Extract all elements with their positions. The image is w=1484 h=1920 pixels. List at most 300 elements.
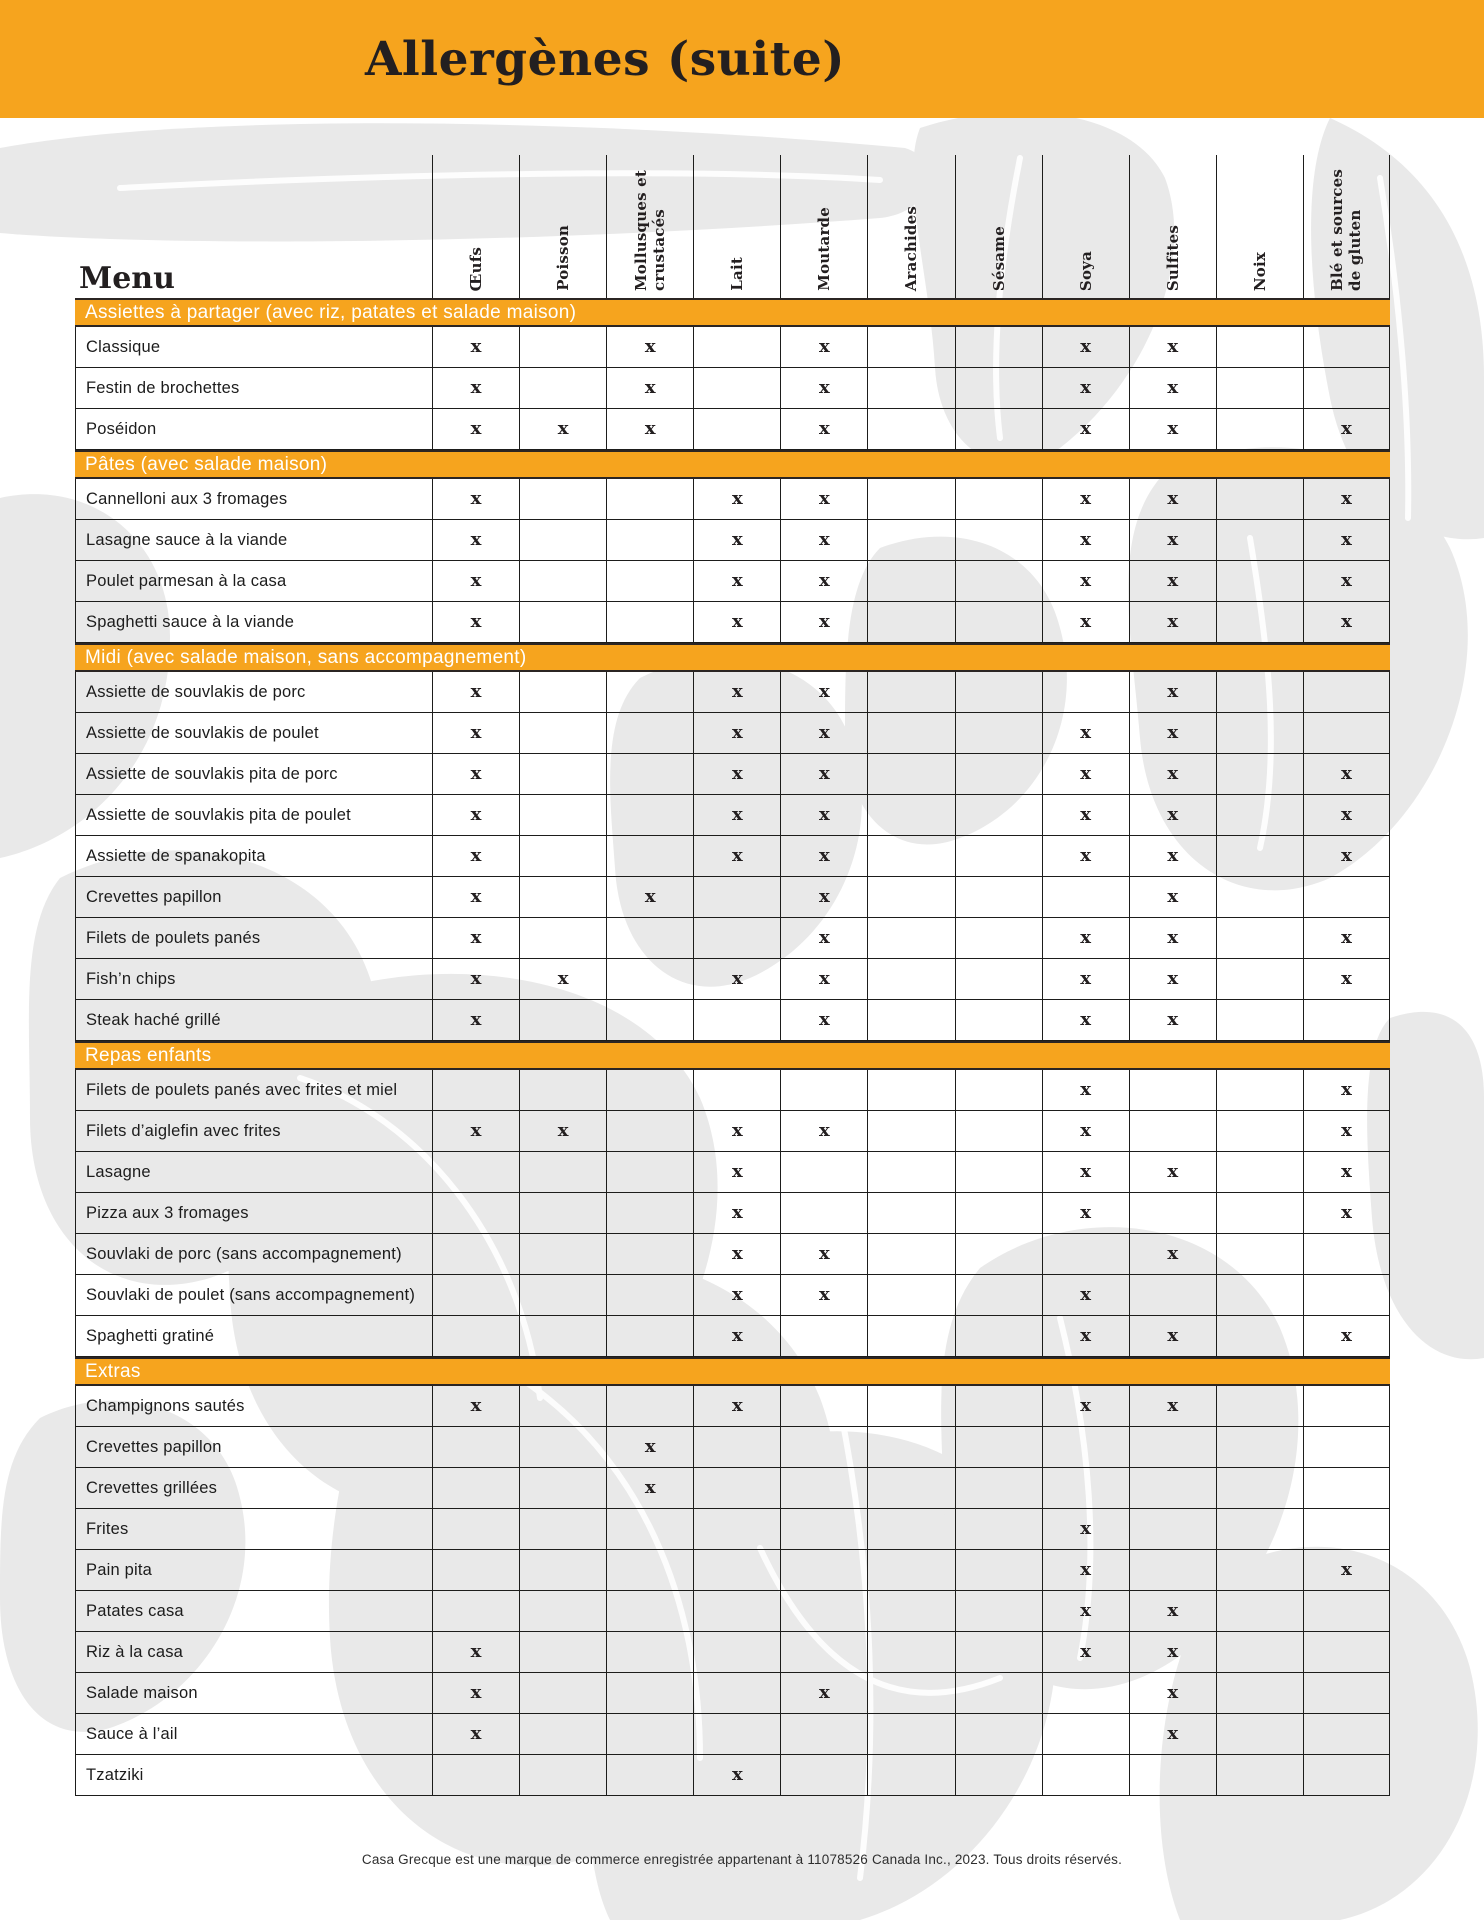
allergen-cell (867, 1000, 954, 1040)
menu-item-name: Sauce à l’ail (75, 1714, 432, 1754)
allergen-x-mark: x (470, 418, 482, 439)
allergen-cell (519, 672, 606, 712)
allergen-cell (1042, 1386, 1129, 1426)
column-header-allergen (606, 155, 693, 298)
column-header-label: Poisson (554, 225, 573, 291)
allergen-cell (780, 1000, 867, 1040)
allergen-cell (432, 672, 519, 712)
allergen-cell (867, 1468, 954, 1508)
allergen-cell (606, 877, 693, 917)
column-header-allergen (955, 155, 1042, 298)
allergen-x-mark: x (1080, 1009, 1092, 1030)
allergen-cell (519, 918, 606, 958)
allergen-cell (867, 1234, 954, 1274)
allergen-cell (1129, 1427, 1216, 1467)
allergen-x-mark: x (1167, 763, 1179, 784)
allergen-x-mark: x (1167, 722, 1179, 743)
allergen-x-mark: x (819, 927, 830, 948)
table-body (75, 298, 1390, 1796)
allergen-cell (432, 918, 519, 958)
section-header: Repas enfants (75, 1041, 1390, 1070)
allergen-cell (780, 1673, 867, 1713)
allergen-cell (955, 754, 1042, 794)
allergen-cell (1129, 409, 1216, 449)
allergen-cell (1303, 1591, 1390, 1631)
allergen-cell (519, 520, 606, 560)
allergen-cell (955, 1755, 1042, 1795)
allergen-cell (1216, 713, 1303, 753)
allergen-cell (432, 713, 519, 753)
allergen-cell (1216, 561, 1303, 601)
allergen-cell (780, 1111, 867, 1151)
allergen-cell (780, 1591, 867, 1631)
menu-item-name: Steak haché grillé (75, 1000, 432, 1040)
allergen-cell (955, 368, 1042, 408)
allergen-cell (955, 1193, 1042, 1233)
allergen-cell (693, 479, 780, 519)
table-row (75, 520, 1390, 561)
allergen-x-mark: x (1341, 418, 1352, 439)
allergen-cell (955, 1000, 1042, 1040)
allergen-cell (432, 409, 519, 449)
allergen-cell (1129, 1550, 1216, 1590)
allergen-cell (1303, 1000, 1390, 1040)
allergen-x-mark: x (1167, 1009, 1179, 1030)
column-header-allergen (867, 155, 954, 298)
allergen-x-mark: x (1341, 488, 1352, 509)
allergen-cell (693, 1316, 780, 1356)
allergen-cell (519, 561, 606, 601)
allergen-cell (1216, 1152, 1303, 1192)
allergen-x-mark: x (731, 1395, 743, 1416)
allergen-cell (1303, 479, 1390, 519)
allergen-x-mark: x (731, 529, 743, 550)
allergen-cell (955, 479, 1042, 519)
menu-item-name: Spaghetti sauce à la viande (75, 602, 432, 642)
allergen-x-mark: x (1080, 1325, 1092, 1346)
allergen-cell (867, 1275, 954, 1315)
allergen-x-mark: x (819, 722, 830, 743)
allergen-cell (1216, 1673, 1303, 1713)
allergen-cell (780, 1632, 867, 1672)
allergen-cell (1129, 327, 1216, 367)
allergen-cell (693, 1632, 780, 1672)
allergen-x-mark: x (1167, 418, 1179, 439)
menu-column-header: Menu (79, 261, 175, 296)
allergen-cell (1303, 754, 1390, 794)
allergen-cell (1129, 479, 1216, 519)
allergen-cell (1129, 1509, 1216, 1549)
allergen-cell (955, 1591, 1042, 1631)
allergen-cell (606, 1193, 693, 1233)
allergen-cell (519, 1673, 606, 1713)
allergen-cell (867, 1193, 954, 1233)
allergen-cell (1129, 1591, 1216, 1631)
allergen-cell (1216, 1468, 1303, 1508)
allergen-cell (867, 1714, 954, 1754)
allergen-cell (606, 713, 693, 753)
column-header-allergen (1216, 155, 1303, 298)
allergen-x-mark: x (1167, 1161, 1179, 1182)
allergen-x-mark: x (731, 1161, 743, 1182)
column-header-allergen (432, 155, 519, 298)
allergen-cell (780, 368, 867, 408)
allergen-x-mark: x (1167, 488, 1179, 509)
allergen-cell (432, 1591, 519, 1631)
allergen-x-mark: x (1080, 377, 1092, 398)
menu-item-name: Festin de brochettes (75, 368, 432, 408)
allergen-cell (1129, 1275, 1216, 1315)
allergen-x-mark: x (819, 611, 830, 632)
menu-item-name: Filets de poulets panés avec frites et miel (75, 1070, 432, 1110)
allergen-cell (1042, 1316, 1129, 1356)
allergen-x-mark: x (819, 418, 830, 439)
allergen-cell (693, 327, 780, 367)
allergen-cell (867, 520, 954, 560)
allergen-cell (1303, 1111, 1390, 1151)
allergen-x-mark: x (1167, 681, 1179, 702)
allergen-x-mark: x (470, 722, 482, 743)
allergen-cell (780, 1070, 867, 1110)
allergen-x-mark: x (1080, 1202, 1092, 1223)
allergen-cell (432, 1632, 519, 1672)
allergen-cell (1042, 409, 1129, 449)
allergen-cell (693, 368, 780, 408)
allergen-cell (606, 672, 693, 712)
table-row (75, 877, 1390, 918)
allergen-x-mark: x (470, 1641, 482, 1662)
allergen-x-mark: x (819, 763, 830, 784)
allergen-x-mark: x (1167, 611, 1179, 632)
allergen-cell (606, 1591, 693, 1631)
allergen-cell (1042, 918, 1129, 958)
allergen-cell (1303, 1427, 1390, 1467)
allergen-cell (1303, 1152, 1390, 1192)
allergen-x-mark: x (1167, 1395, 1179, 1416)
allergen-cell (606, 1111, 693, 1151)
allergen-cell (780, 672, 867, 712)
allergen-x-mark: x (1080, 845, 1092, 866)
allergen-cell (1129, 672, 1216, 712)
allergen-x-mark: x (644, 377, 656, 398)
menu-item-name: Assiette de souvlakis de poulet (75, 713, 432, 753)
allergen-x-mark: x (1167, 845, 1179, 866)
table-row (75, 1316, 1390, 1357)
allergen-cell (1303, 1755, 1390, 1795)
allergen-cell (867, 1316, 954, 1356)
allergen-cell (693, 1509, 780, 1549)
allergen-x-mark: x (1167, 1723, 1179, 1744)
allergen-cell (1216, 754, 1303, 794)
allergen-cell (955, 1234, 1042, 1274)
allergen-cell (606, 1386, 693, 1426)
allergen-x-mark: x (1080, 1641, 1092, 1662)
table-row (75, 1193, 1390, 1234)
allergen-cell (1129, 1468, 1216, 1508)
allergen-cell (867, 1427, 954, 1467)
menu-item-name: Riz à la casa (75, 1632, 432, 1672)
allergen-x-mark: x (1341, 1120, 1352, 1141)
allergen-cell (867, 918, 954, 958)
menu-item-name: Pizza aux 3 fromages (75, 1193, 432, 1233)
allergen-cell (1042, 1152, 1129, 1192)
allergen-cell (519, 836, 606, 876)
table-row (75, 1550, 1390, 1591)
allergen-cell (780, 1468, 867, 1508)
allergen-x-mark: x (470, 336, 482, 357)
allergen-cell (780, 1193, 867, 1233)
allergen-cell (1129, 1000, 1216, 1040)
allergen-cell (1042, 877, 1129, 917)
allergen-cell (1129, 836, 1216, 876)
allergen-cell (867, 877, 954, 917)
allergen-cell (780, 1714, 867, 1754)
allergen-cell (780, 1316, 867, 1356)
allergen-cell (1042, 602, 1129, 642)
allergen-x-mark: x (819, 1120, 830, 1141)
allergen-x-mark: x (1341, 763, 1352, 784)
allergen-cell (693, 1152, 780, 1192)
allergen-table (75, 155, 1390, 1796)
allergen-cell (1216, 520, 1303, 560)
allergen-cell (519, 409, 606, 449)
allergen-cell (1042, 327, 1129, 367)
allergen-cell (606, 479, 693, 519)
allergen-cell (867, 409, 954, 449)
section-header: Midi (avec salade maison, sans accompagnement) (75, 643, 1390, 672)
allergen-x-mark: x (819, 1284, 830, 1305)
allergen-cell (867, 959, 954, 999)
allergen-x-mark: x (731, 722, 743, 743)
allergen-cell (693, 1673, 780, 1713)
allergen-x-mark: x (1080, 927, 1092, 948)
allergen-cell (1129, 1632, 1216, 1672)
allergen-cell (606, 754, 693, 794)
allergen-cell (955, 1673, 1042, 1713)
allergen-cell (1216, 1316, 1303, 1356)
allergen-cell (955, 1275, 1042, 1315)
allergen-cell (432, 754, 519, 794)
allergen-cell (955, 836, 1042, 876)
allergen-cell (1303, 1509, 1390, 1549)
allergen-cell (1216, 1632, 1303, 1672)
menu-item-name: Champignons sautés (75, 1386, 432, 1426)
menu-item-name: Pain pita (75, 1550, 432, 1590)
allergen-cell (1216, 1386, 1303, 1426)
allergen-cell (1042, 1673, 1129, 1713)
allergen-cell (867, 327, 954, 367)
table-row (75, 713, 1390, 754)
allergen-cell (1042, 561, 1129, 601)
allergen-cell (432, 1468, 519, 1508)
allergen-cell (519, 877, 606, 917)
allergen-cell (432, 327, 519, 367)
allergen-cell (955, 1386, 1042, 1426)
allergen-cell (432, 1234, 519, 1274)
allergen-cell (432, 795, 519, 835)
allergen-cell (955, 795, 1042, 835)
allergen-x-mark: x (1341, 570, 1352, 591)
allergen-x-mark: x (1080, 529, 1092, 550)
allergen-x-mark: x (819, 968, 830, 989)
allergen-x-mark: x (470, 804, 482, 825)
menu-item-name: Spaghetti gratiné (75, 1316, 432, 1356)
table-row (75, 368, 1390, 409)
allergen-x-mark: x (731, 1202, 743, 1223)
allergen-x-mark: x (1341, 1079, 1352, 1100)
column-header-label: Mollusques et crustacés (632, 169, 669, 291)
allergen-cell (1216, 1591, 1303, 1631)
allergen-x-mark: x (819, 488, 830, 509)
allergen-cell (867, 1550, 954, 1590)
allergen-cell (1303, 959, 1390, 999)
allergen-cell (432, 1152, 519, 1192)
column-header-label: Lait (728, 257, 747, 291)
allergen-cell (955, 877, 1042, 917)
menu-item-name: Assiette de souvlakis de porc (75, 672, 432, 712)
allergen-x-mark: x (1167, 1325, 1179, 1346)
allergen-cell (867, 1591, 954, 1631)
allergen-cell (693, 1234, 780, 1274)
allergen-cell (1042, 479, 1129, 519)
allergen-cell (1216, 602, 1303, 642)
column-header-label: Blé et sources de gluten (1328, 168, 1365, 291)
allergen-x-mark: x (1341, 529, 1352, 550)
table-row (75, 672, 1390, 713)
allergen-cell (693, 602, 780, 642)
allergen-cell (955, 409, 1042, 449)
allergen-x-mark: x (557, 1120, 569, 1141)
allergen-x-mark: x (470, 681, 482, 702)
allergen-cell (955, 1316, 1042, 1356)
allergen-x-mark: x (731, 1120, 743, 1141)
menu-item-name: Poulet parmesan à la casa (75, 561, 432, 601)
allergen-x-mark: x (1080, 1518, 1092, 1539)
table-row (75, 479, 1390, 520)
allergen-x-mark: x (1341, 927, 1352, 948)
allergen-cell (1129, 1070, 1216, 1110)
allergen-x-mark: x (1167, 1243, 1179, 1264)
allergen-cell (1216, 1070, 1303, 1110)
allergen-cell (867, 672, 954, 712)
allergen-cell (1042, 1509, 1129, 1549)
allergen-cell (606, 327, 693, 367)
table-row (75, 1386, 1390, 1427)
allergen-cell (606, 836, 693, 876)
table-row (75, 1468, 1390, 1509)
allergen-cell (780, 561, 867, 601)
allergen-cell (693, 1275, 780, 1315)
allergen-cell (606, 1152, 693, 1192)
allergen-cell (606, 409, 693, 449)
allergen-cell (1129, 368, 1216, 408)
allergen-cell (1303, 520, 1390, 560)
allergen-x-mark: x (644, 886, 656, 907)
allergen-x-mark: x (470, 1723, 482, 1744)
allergen-cell (1216, 877, 1303, 917)
column-header-label: Soya (1076, 250, 1095, 291)
allergen-x-mark: x (1167, 927, 1179, 948)
allergen-cell (1042, 1275, 1129, 1315)
allergen-cell (867, 754, 954, 794)
allergen-cell (432, 1427, 519, 1467)
table-row (75, 918, 1390, 959)
allergen-cell (780, 713, 867, 753)
allergen-cell (1042, 1755, 1129, 1795)
allergen-cell (606, 1234, 693, 1274)
table-row (75, 1070, 1390, 1111)
allergen-cell (432, 1316, 519, 1356)
allergen-cell (867, 795, 954, 835)
allergen-cell (606, 1000, 693, 1040)
allergen-x-mark: x (1341, 1202, 1352, 1223)
table-row (75, 1632, 1390, 1673)
allergen-x-mark: x (819, 1682, 830, 1703)
allergen-cell (955, 1509, 1042, 1549)
allergen-cell (1303, 713, 1390, 753)
allergen-cell (693, 1000, 780, 1040)
page-title: Allergènes (suite) (364, 31, 846, 87)
allergen-cell (606, 918, 693, 958)
table-row (75, 1275, 1390, 1316)
allergen-cell (955, 1070, 1042, 1110)
allergen-cell (780, 479, 867, 519)
table-row (75, 1427, 1390, 1468)
allergen-cell (1129, 1193, 1216, 1233)
allergen-x-mark: x (1080, 1079, 1092, 1100)
allergen-x-mark: x (1167, 336, 1179, 357)
allergen-cell (693, 795, 780, 835)
menu-item-name: Souvlaki de poulet (sans accompagnement) (75, 1275, 432, 1315)
allergen-cell (606, 368, 693, 408)
menu-item-name: Frites (75, 1509, 432, 1549)
allergen-cell (1303, 368, 1390, 408)
allergen-cell (432, 1714, 519, 1754)
allergen-x-mark: x (1341, 1325, 1352, 1346)
allergen-cell (955, 1468, 1042, 1508)
allergen-cell (1216, 1275, 1303, 1315)
allergen-cell (1303, 1234, 1390, 1274)
allergen-cell (867, 602, 954, 642)
allergen-cell (606, 1427, 693, 1467)
allergen-cell (1216, 1755, 1303, 1795)
allergen-cell (955, 1632, 1042, 1672)
allergen-cell (1129, 713, 1216, 753)
allergen-x-mark: x (1080, 1600, 1092, 1621)
allergen-cell (867, 1070, 954, 1110)
allergen-x-mark: x (1080, 968, 1092, 989)
allergen-cell (693, 520, 780, 560)
allergen-cell (432, 520, 519, 560)
allergen-cell (693, 409, 780, 449)
menu-item-name: Classique (75, 327, 432, 367)
allergen-cell (780, 409, 867, 449)
allergen-cell (1042, 713, 1129, 753)
allergen-cell (1303, 795, 1390, 835)
allergen-cell (780, 918, 867, 958)
allergen-x-mark: x (1341, 845, 1352, 866)
allergen-cell (867, 1673, 954, 1713)
allergen-cell (955, 1152, 1042, 1192)
allergen-cell (1303, 918, 1390, 958)
allergen-cell (955, 959, 1042, 999)
column-header-allergen (1042, 155, 1129, 298)
allergen-x-mark: x (731, 611, 743, 632)
allergen-cell (519, 1070, 606, 1110)
allergen-x-mark: x (731, 1243, 743, 1264)
table-row (75, 1000, 1390, 1041)
allergen-cell (1042, 1591, 1129, 1631)
